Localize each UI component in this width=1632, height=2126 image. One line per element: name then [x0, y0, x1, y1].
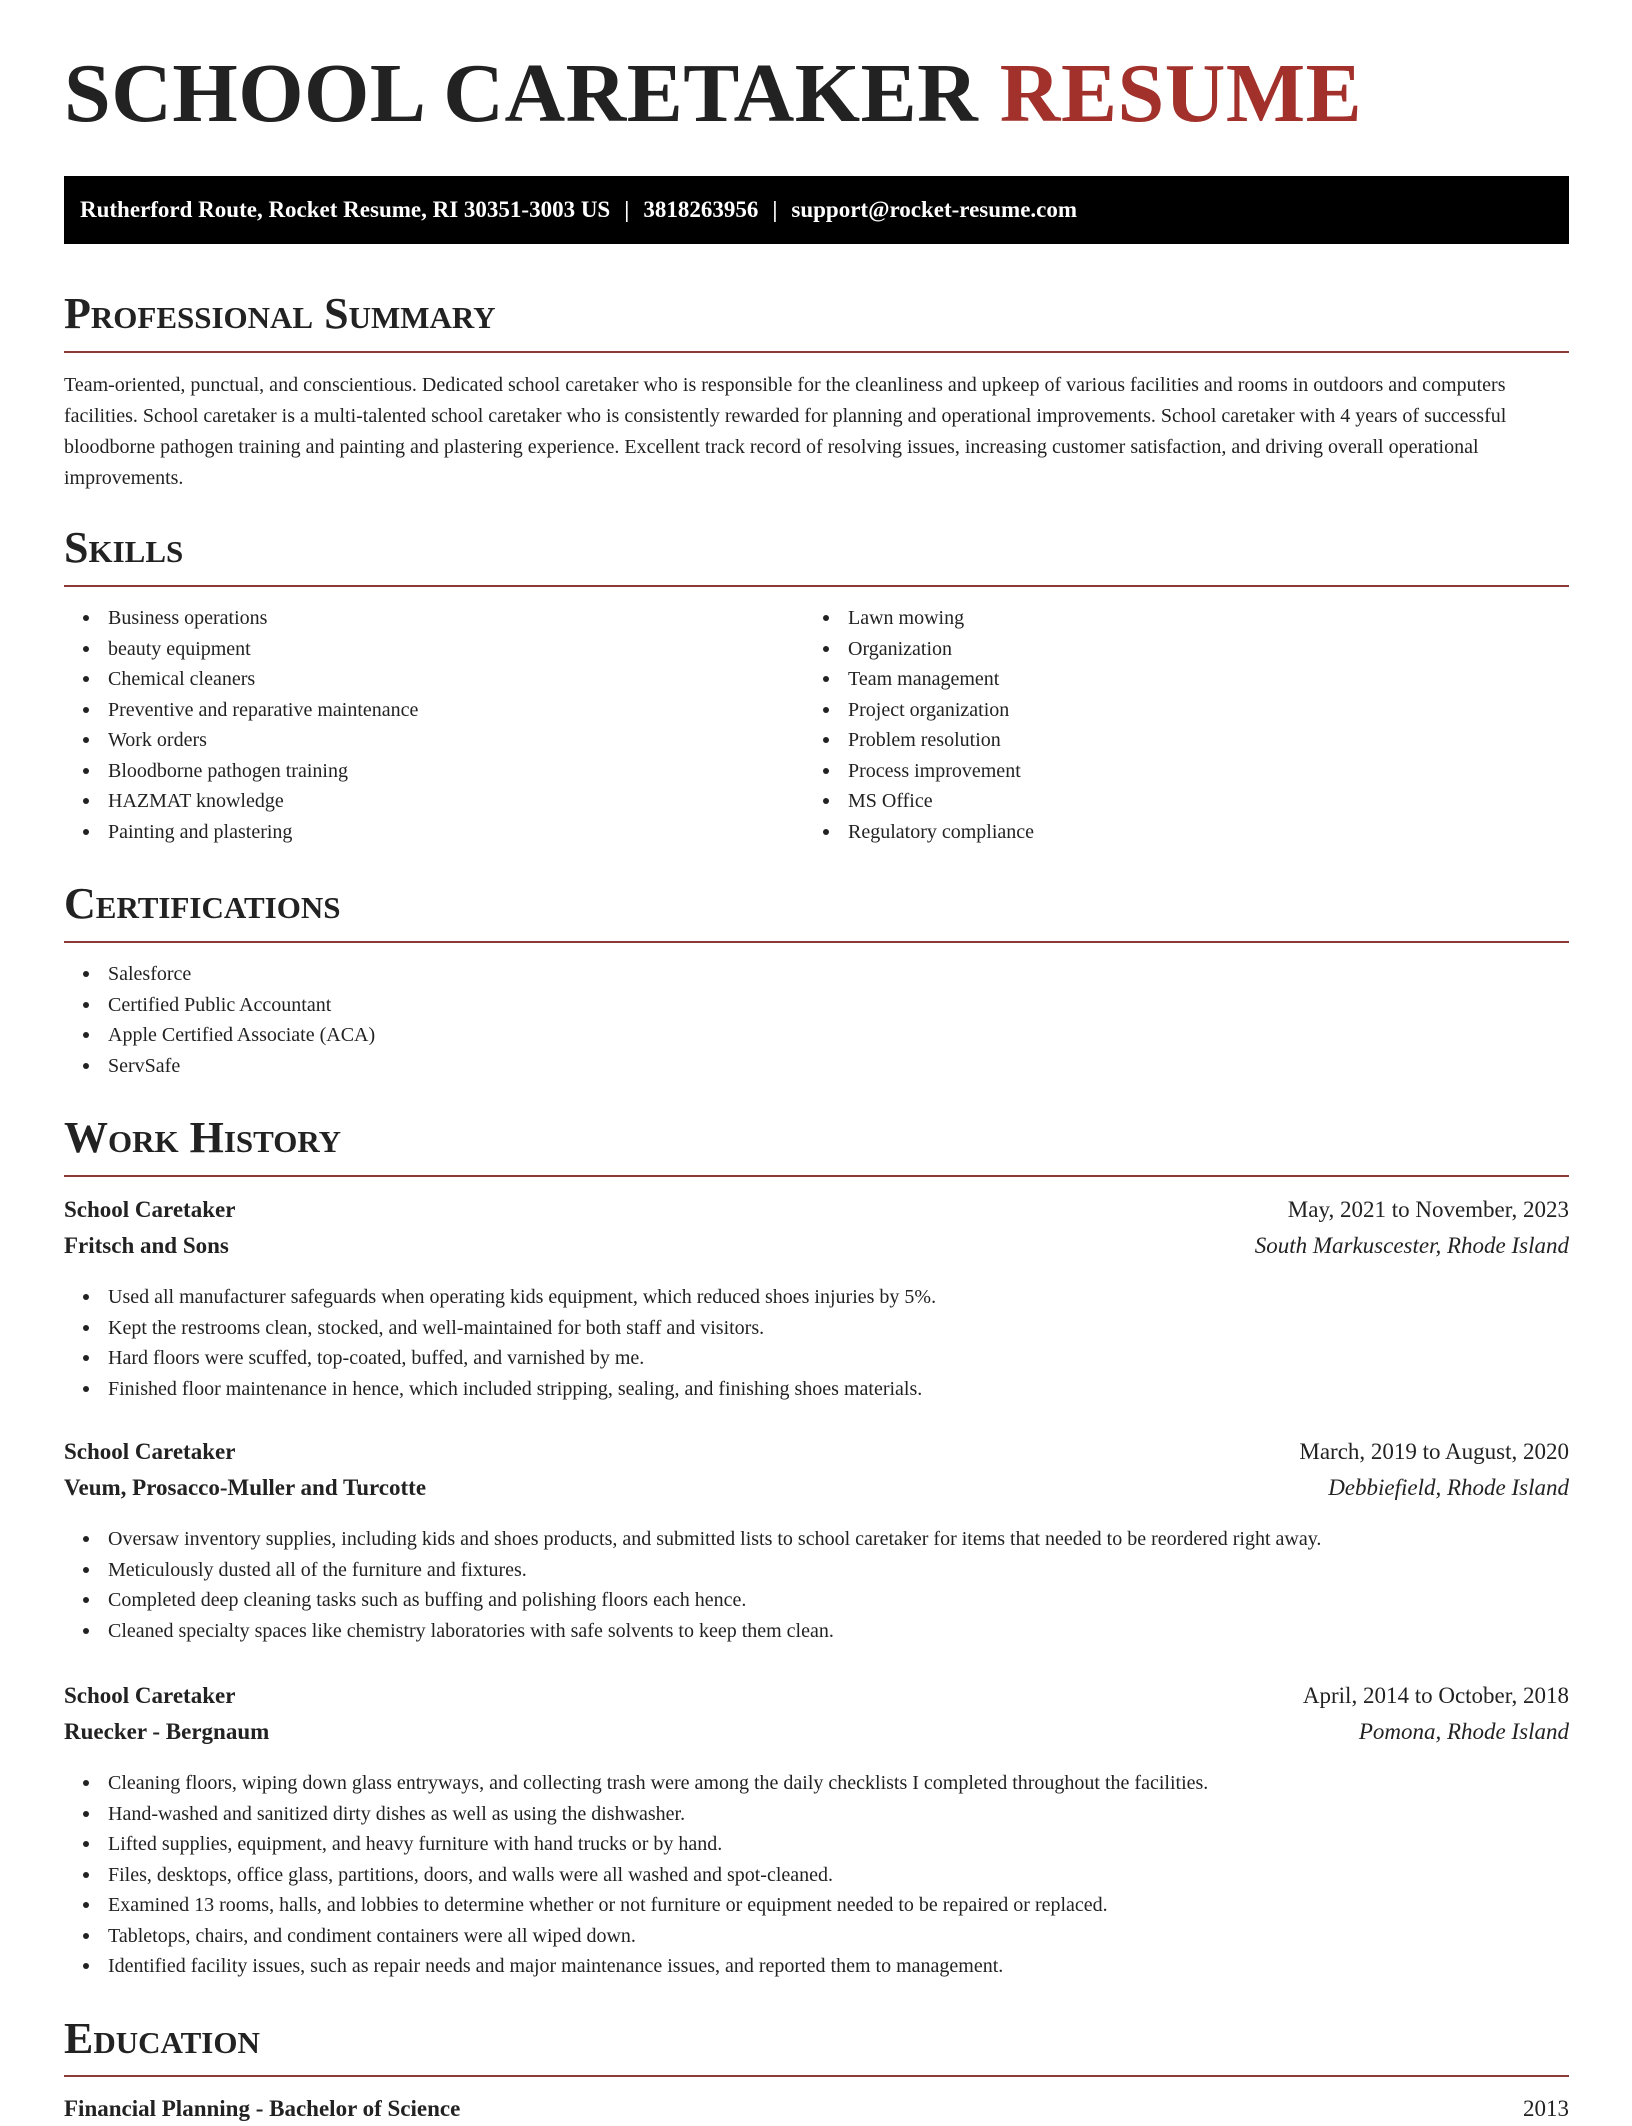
job-role: School Caretaker: [64, 1683, 236, 1708]
job-company: Fritsch and Sons: [64, 1233, 229, 1258]
job-bullet: Lifted supplies, equipment, and heavy furniture with hand trucks or by hand.: [64, 1829, 1208, 1860]
skill-item: MS Office: [804, 786, 1034, 817]
job-bullets: [64, 1282, 936, 1404]
title-main: SCHOOL CARETAKER: [64, 47, 979, 140]
job-company-row: [64, 1719, 1569, 1749]
job-bullets: [64, 1768, 1208, 1982]
job-header-row: [64, 1197, 1569, 1227]
education-year: 2013: [1523, 2096, 1569, 2121]
certifications-list: [64, 959, 375, 1081]
contact-bar: [64, 176, 1569, 244]
skill-item: Process improvement: [804, 756, 1034, 787]
job-dates: March, 2019 to August, 2020: [1299, 1439, 1569, 1464]
contact-address: Rutherford Route, Rocket Resume, RI 30351-3003 US: [80, 197, 611, 222]
summary-heading: Professional Summary: [64, 289, 496, 338]
job-company-row: [64, 1475, 1569, 1505]
skill-item: Chemical cleaners: [64, 664, 418, 695]
job-bullet: Tabletops, chairs, and condiment containers were all wiped down.: [64, 1921, 1208, 1952]
job-role: School Caretaker: [64, 1197, 236, 1222]
job-header-row: [64, 1439, 1569, 1469]
work-history-heading: Work History: [64, 1113, 342, 1162]
skill-item: Work orders: [64, 725, 418, 756]
job-bullet: Cleaning floors, wiping down glass entryways, and collecting trash were among the daily checklists I completed throughout the facilities.: [64, 1768, 1208, 1799]
skill-item: Problem resolution: [804, 725, 1034, 756]
certification-item: Salesforce: [64, 959, 375, 990]
skills-divider: [64, 585, 1569, 587]
certification-item: Certified Public Accountant: [64, 990, 375, 1021]
job-bullet: Hand-washed and sanitized dirty dishes as well as using the dishwasher.: [64, 1799, 1208, 1830]
job-company: Veum, Prosacco-Muller and Turcotte: [64, 1475, 427, 1500]
job-dates: May, 2021 to November, 2023: [1287, 1197, 1569, 1222]
skills-heading: Skills: [64, 523, 184, 572]
job-bullet: Finished floor maintenance in hence, which included stripping, sealing, and finishing shoes materials.: [64, 1374, 936, 1405]
job-dates: April, 2014 to October, 2018: [1302, 1683, 1569, 1708]
job-location: South Markuscester, Rhode Island: [1254, 1233, 1569, 1258]
job-bullet: Hard floors were scuffed, top-coated, buffed, and varnished by me.: [64, 1343, 936, 1374]
job-bullet: Kept the restrooms clean, stocked, and well-maintained for both staff and visitors.: [64, 1313, 936, 1344]
certification-item: ServSafe: [64, 1051, 375, 1082]
skill-item: Lawn mowing: [804, 603, 1034, 634]
education-degree: Financial Planning - Bachelor of Science: [64, 2096, 461, 2121]
job-bullet: Identified facility issues, such as repair needs and major maintenance issues, and reported them to management.: [64, 1951, 1208, 1982]
contact-email[interactable]: support@rocket-resume.com: [791, 197, 1078, 222]
contact-separator: |: [624, 197, 630, 222]
job-bullet: Examined 13 rooms, halls, and lobbies to determine whether or not furniture or equipment needed to be repaired or replaced.: [64, 1890, 1208, 1921]
skill-item: Project organization: [804, 695, 1034, 726]
skills-list-right: [804, 603, 1034, 847]
job-bullet: Meticulously dusted all of the furniture and fixtures.: [64, 1555, 1321, 1586]
skill-item: Organization: [804, 634, 1034, 665]
contact-phone[interactable]: 3818263956: [643, 197, 759, 222]
skill-item: Painting and plastering: [64, 817, 418, 848]
job-header-row: [64, 1683, 1569, 1713]
work-history-divider: [64, 1175, 1569, 1177]
certifications-heading: Certifications: [64, 879, 341, 928]
education-row: [64, 2096, 1569, 2126]
education-divider: [64, 2075, 1569, 2077]
job-role: School Caretaker: [64, 1439, 236, 1464]
education-heading: Education: [64, 2014, 260, 2063]
job-location: Debbiefield, Rhode Island: [1328, 1475, 1569, 1500]
skill-item: HAZMAT knowledge: [64, 786, 418, 817]
summary-text: Team-oriented, punctual, and conscientious. Dedicated school caretaker who is responsible for the cleanliness and upkeep of various facilities and rooms in outdoors and computers facilities. School caretaker is a multi-talented school caretaker who is consistently rewarded for planning and operational improvements. School caretaker with 4 years of successful bloodborne pathogen training and painting and plastering experience. Excellent track record of resolving issues, increasing customer satisfaction, and driving overall operational improvements.: [64, 374, 1507, 489]
resume-title: [64, 47, 1363, 140]
skills-list-left: [64, 603, 418, 847]
skill-item: beauty equipment: [64, 634, 418, 665]
job-bullet: Files, desktops, office glass, partitions, doors, and walls were all washed and spot-cleaned.: [64, 1860, 1208, 1891]
job-location: Pomona, Rhode Island: [1358, 1719, 1569, 1744]
skill-item: Bloodborne pathogen training: [64, 756, 418, 787]
job-bullet: Cleaned specialty spaces like chemistry laboratories with safe solvents to keep them clean.: [64, 1616, 1321, 1647]
job-bullet: Completed deep cleaning tasks such as buffing and polishing floors each hence.: [64, 1585, 1321, 1616]
skill-item: Regulatory compliance: [804, 817, 1034, 848]
certification-item: Apple Certified Associate (ACA): [64, 1020, 375, 1051]
summary-divider: [64, 351, 1569, 353]
job-company: Ruecker - Bergnaum: [64, 1719, 270, 1744]
skill-item: Business operations: [64, 603, 418, 634]
job-bullets: [64, 1524, 1321, 1646]
title-accent: RESUME: [999, 47, 1363, 140]
contact-separator: |: [772, 197, 778, 222]
certifications-divider: [64, 941, 1569, 943]
job-company-row: [64, 1233, 1569, 1263]
skill-item: Team management: [804, 664, 1034, 695]
job-bullet: Oversaw inventory supplies, including kids and shoes products, and submitted lists to school caretaker for items that needed to be reordered right away.: [64, 1524, 1321, 1555]
skill-item: Preventive and reparative maintenance: [64, 695, 418, 726]
job-bullet: Used all manufacturer safeguards when operating kids equipment, which reduced shoes injuries by 5%.: [64, 1282, 936, 1313]
